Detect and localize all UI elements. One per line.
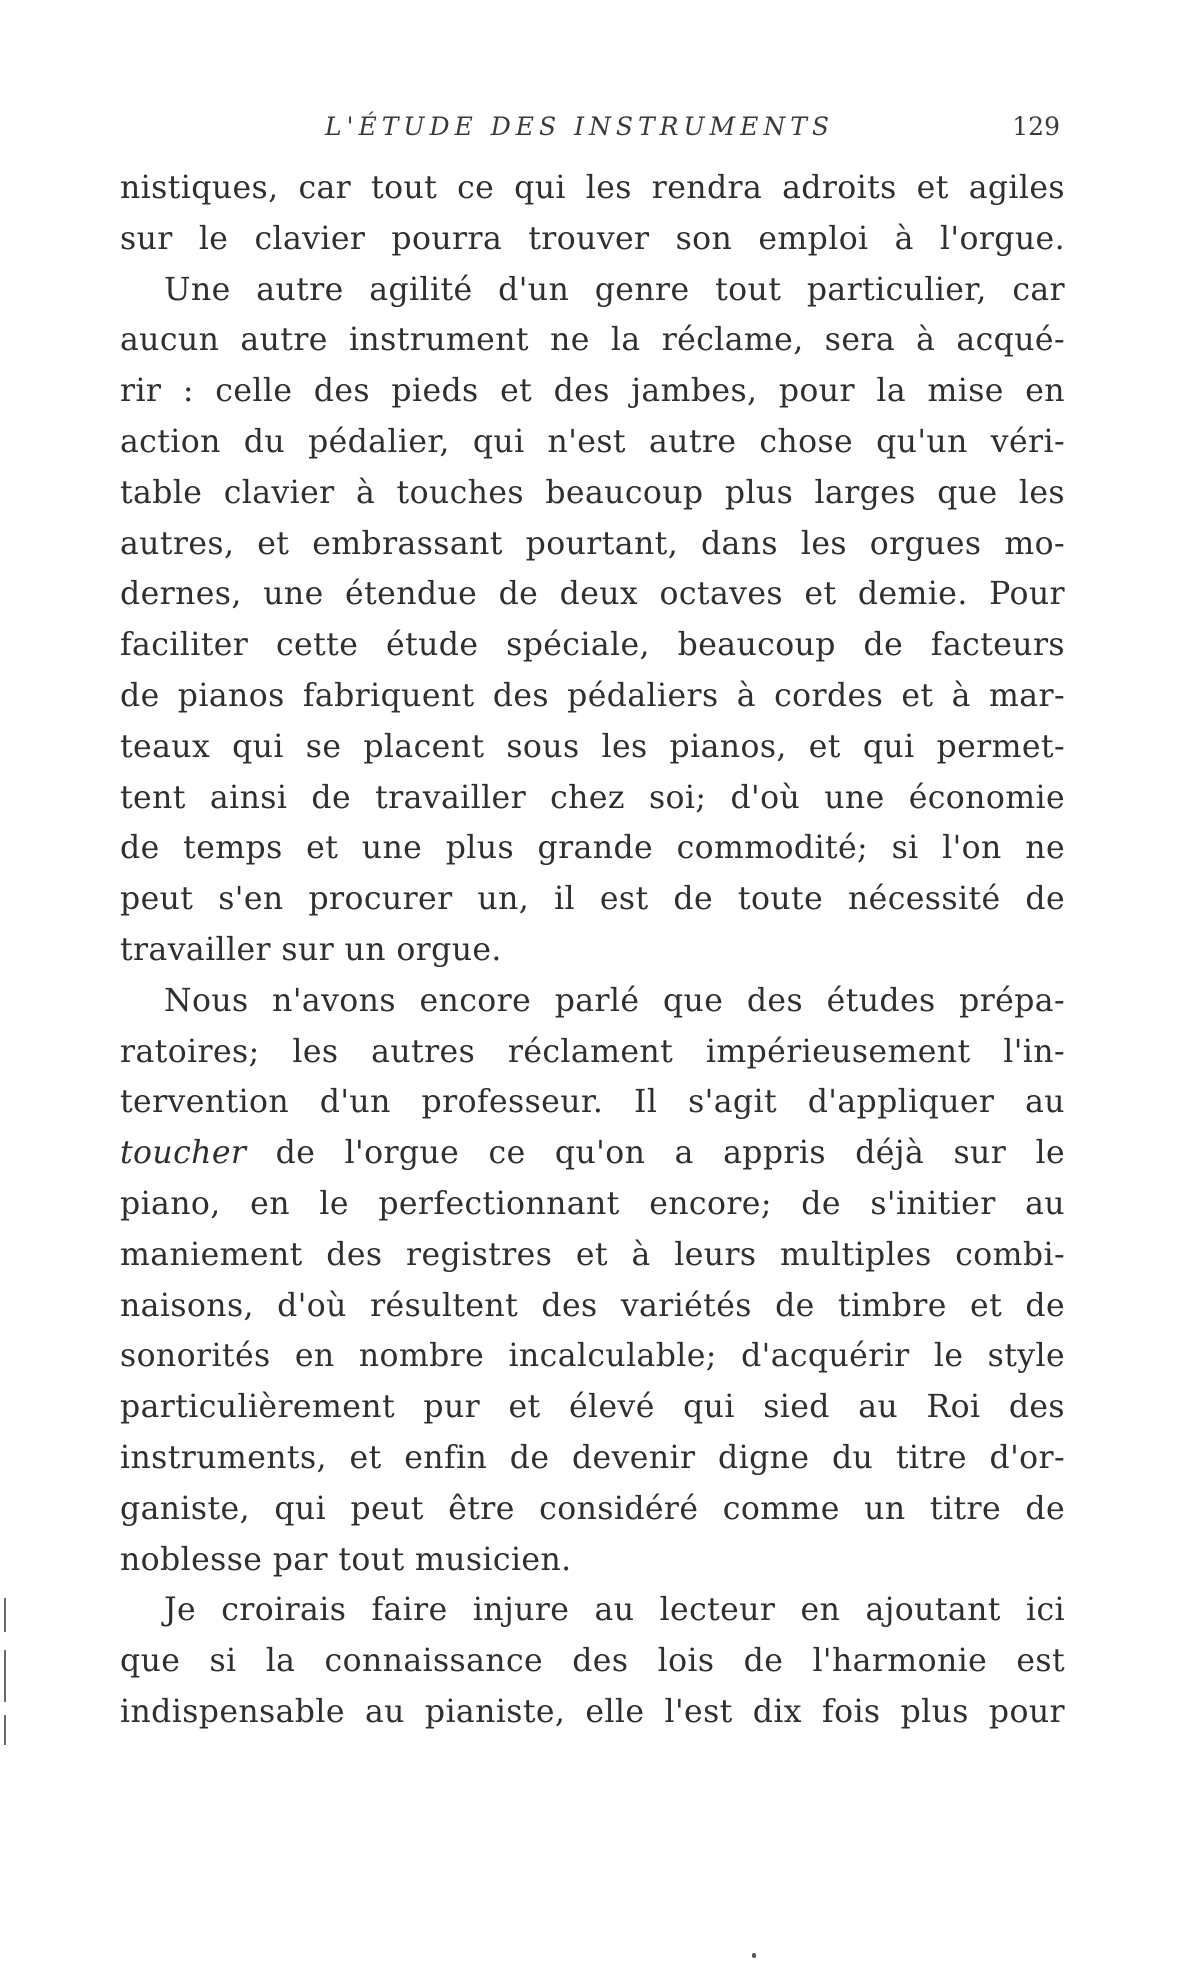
text-line-rest: de l'orgue ce qu'on a appris déjà sur le (246, 1135, 1065, 1172)
scan-speck (752, 1953, 756, 1958)
text-line: de pianos fabriquent des pédaliers à cordes et à mar- (120, 677, 1065, 714)
margin-scan-mark (4, 1715, 6, 1745)
text-line: tervention d'un professeur. Il s'agit d'appliquer au (120, 1084, 1065, 1121)
text-line: rir : celle des pieds et des jambes, pour la mise en (120, 373, 1065, 410)
text-line: aucun autre instrument ne la réclame, sera à acqué- (120, 322, 1065, 359)
body-text (120, 163, 1065, 1738)
text-line: maniement des registres et à leurs multiples combi- (120, 1236, 1065, 1273)
text-line: noblesse par tout musicien. (120, 1541, 572, 1578)
text-line: indispensable au pianiste, elle l'est dix fois plus pour (120, 1693, 1065, 1730)
text-line: particulièrement pur et élevé qui sied au Roi des (120, 1389, 1065, 1426)
text-line: instruments, et enfin de devenir digne du titre d'or- (120, 1439, 1065, 1476)
text-line: nistiques, car tout ce qui les rendra adroits et agiles (120, 170, 1065, 206)
text-line: ganiste, qui peut être considéré comme un titre de (120, 1490, 1065, 1527)
margin-scan-mark (4, 1598, 6, 1632)
text-line (120, 1128, 1065, 1179)
text-line: sur le clavier pourra trouver son emploi à l'orgue. (120, 220, 1065, 257)
text-line: Une autre agilité d'un genre tout particulier, car (164, 271, 1065, 308)
text-line: de temps et une plus grande commodité; si l'on ne (120, 830, 1065, 867)
margin-scan-mark (4, 1650, 6, 1702)
running-title: L'ÉTUDE DES INSTRUMENTS (325, 112, 835, 141)
italic-word: toucher (120, 1135, 247, 1172)
text-line: faciliter cette étude spéciale, beaucoup de facteurs (120, 627, 1065, 664)
text-line: ratoires; les autres réclament impérieusement l'in- (120, 1033, 1065, 1070)
text-line: piano, en le perfectionnant encore; de s'initier au (120, 1185, 1065, 1222)
page-number: 129 (1012, 112, 1060, 141)
text-line: travailler sur un orgue. (120, 931, 502, 968)
text-line: Je croirais faire injure au lecteur en ajoutant ici (164, 1592, 1065, 1629)
text-line: que si la connaissance des lois de l'harmonie est (120, 1643, 1065, 1680)
text-line: action du pédalier, qui n'est autre chose qu'un véri- (120, 423, 1065, 460)
text-line: teaux qui se placent sous les pianos, et qui permet- (120, 728, 1065, 765)
text-line: Nous n'avons encore parlé que des études prépa- (164, 982, 1065, 1019)
text-line: dernes, une étendue de deux octaves et demie. Pour (120, 576, 1065, 613)
text-line: peut s'en procurer un, il est de toute nécessité de (120, 881, 1065, 918)
text-line: tent ainsi de travailler chez soi; d'où une économie (120, 779, 1065, 816)
text-line: sonorités en nombre incalculable; d'acquérir le style (120, 1338, 1065, 1375)
text-line: table clavier à touches beaucoup plus larges que les (120, 474, 1065, 511)
text-line: naisons, d'où résultent des variétés de timbre et de (120, 1287, 1065, 1324)
text-line: autres, et embrassant pourtant, dans les orgues mo- (120, 525, 1065, 562)
page-header (120, 112, 1060, 148)
